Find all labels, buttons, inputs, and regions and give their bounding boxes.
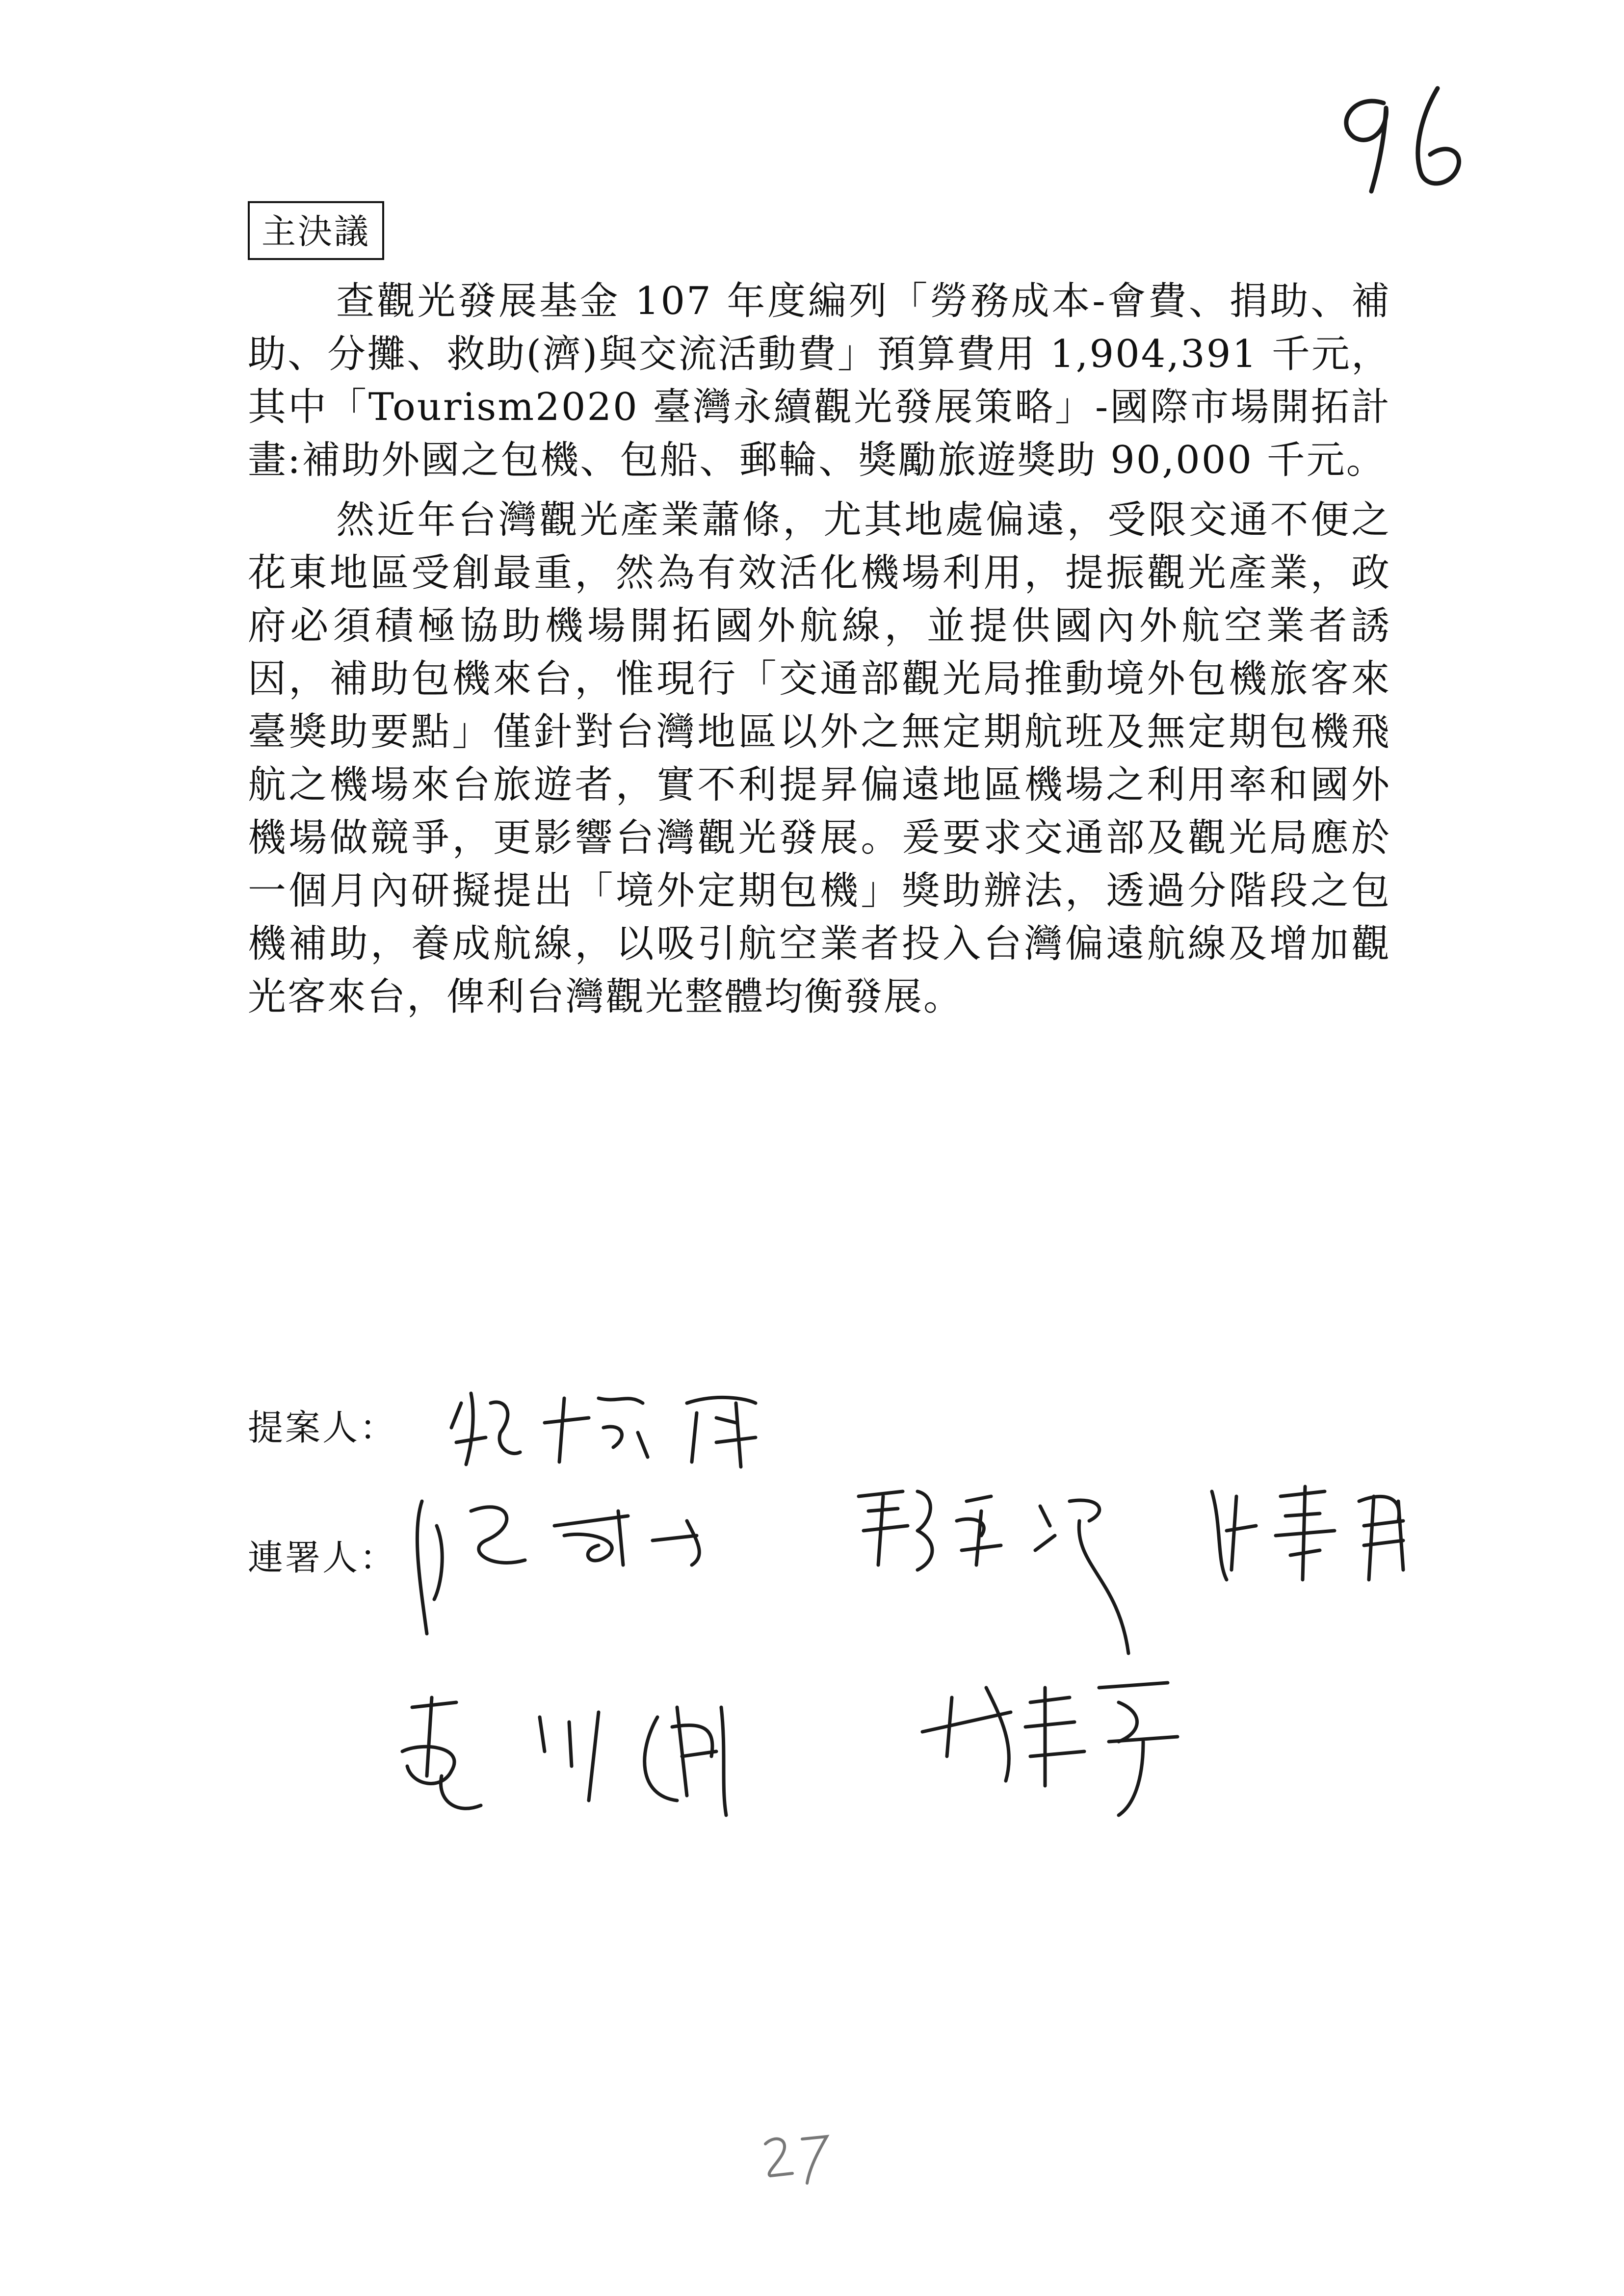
cosigner-signature-1: [393, 1472, 834, 1678]
resolution-heading: 主決議: [248, 201, 384, 260]
cosigner-signature-2: [844, 1467, 1187, 1673]
cosigner-signature-5: [913, 1658, 1256, 1845]
footer-handwritten-page-number: [756, 2124, 834, 2188]
proposer-label: 提案人：: [248, 1407, 397, 1448]
proposer-signature: [442, 1374, 785, 1472]
handwritten-page-number: [1325, 74, 1482, 201]
cosigner-signature-4: [383, 1678, 873, 1835]
cosigner-signature-3: [1197, 1467, 1452, 1594]
paragraph-budget: 查觀光發展基金 107 年度編列「勞務成本-會費、捐助、補助、分攤、救助(濟)與交流活動費」預算費用 1,904,391 千元，其中「Tourism2020 臺灣永續觀光發展策略」-國際市場開拓計畫:補助外國之包機、包船、郵輪、獎勵旅遊獎助 90,000 千元。: [248, 279, 1391, 482]
resolution-body: [248, 275, 1391, 1030]
cosigner-label: 連署人：: [248, 1537, 397, 1578]
paragraph-request: 然近年台灣觀光產業蕭條，尤其地處偏遠，受限交通不便之花東地區受創最重，然為有效活化機場利用，提振觀光產業，政府必須積極協助機場開拓國外航線，並提供國內外航空業者誘因，補助包機來台，惟現行「交通部觀光局推動境外包機旅客來臺獎助要點」僅針對台灣地區以外之無定期航班及無定期包機飛航之機場來台旅遊者，實不利提昇偏遠地區機場之利用率和國外機場做競爭，更影響台灣觀光發展。爰要求交通部及觀光局應於一個月內研擬提出「境外定期包機」獎助辦法，透過分階段之包機補助，養成航線，以吸引航空業者投入台灣偏遠航線及增加觀光客來台，俾利台灣觀光整體均衡發展。: [248, 498, 1391, 1019]
